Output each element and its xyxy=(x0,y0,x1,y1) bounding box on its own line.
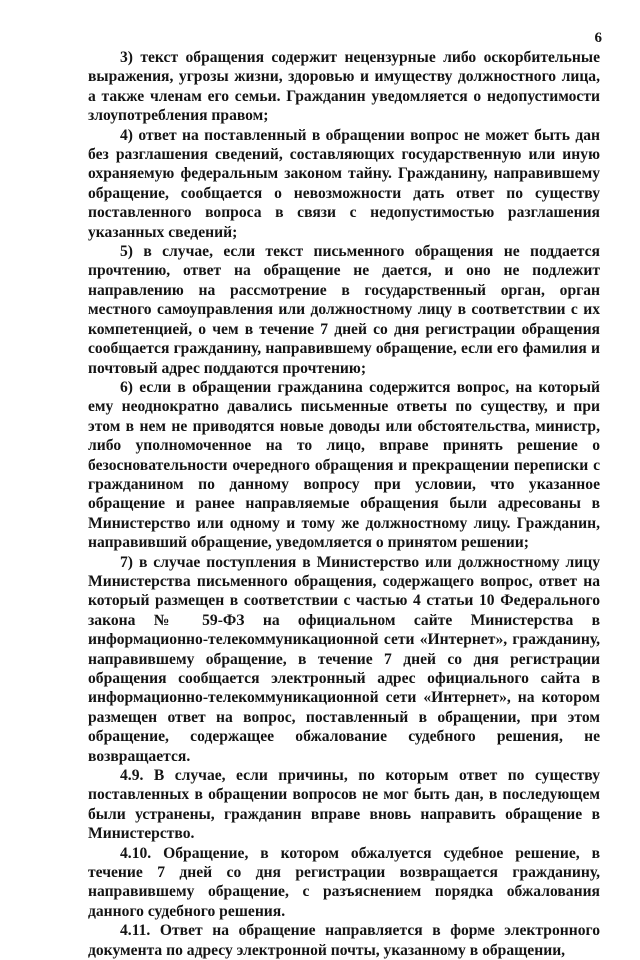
paragraph-item-6: 6) если в обращении гражданина содержится вопрос, на который ему неоднократно давались письменные ответы по существу, и при этом в нем не приводятся новые доводы или обстоятельства, министр, либо уполномоченное на то лицо, вправе принять решение о безосновательности очередного обращения и прекращении переписки с гражданином по данному вопросу при условии, что указанное обращение и ранее направляемые обращения были адресованы в Министерство или одному и тому же должностному лицу. Гражданин, направивший обращение, уведомляется о принятом решении; xyxy=(88,378,600,552)
paragraph-item-5: 5) в случае, если текст письменного обращения не поддается прочтению, ответ на обращение не дается, и оно не подлежит направлению на рассмотрение в государственный орган, орган местного самоуправления или должностному лицу в соответствии с их компетенцией, о чем в течение 7 дней со дня регистрации обращения сообщается гражданину, направившему обращение, если его фамилия и почтовый адрес поддаются прочтению; xyxy=(88,243,600,377)
paragraph-item-7: 7) в случае поступления в Министерство или должностному лицу Министерства письменного обращения, содержащего вопрос, ответ на который размещен в соответствии с частью 4 статьи 10 Федерального закона № 59-ФЗ на официальном сайте Министерства в информационно-телекоммуникационной сети «Интернет», гражданину, направившему обращение, в течение 7 дней со дня регистрации обращения сообщается электронный адрес официального сайта в информационно-телекоммуникационной сети «Интернет», на котором размещен ответ на вопрос, поставленный в обращении, при этом обращение, содержащее обжалование судебного решения, не возвращается. xyxy=(88,553,600,765)
paragraph-item-3: 3) текст обращения содержит нецензурные либо оскорбительные выражения, угрозы жизни, здоровью и имуществу должностного лица, а также членам его семьи. Гражданин уведомляется о недопустимости злоупотребления правом; xyxy=(88,49,600,125)
document-body xyxy=(88,48,600,960)
paragraph-4-10: 4.10. Обращение, в котором обжалуется судебное решение, в течение 7 дней со дня регистрации возвращается гражданину, направившему обращение, с разъяснением порядка обжалования данного судебного решения. xyxy=(88,844,600,920)
paragraph-item-4: 4) ответ на поставленный в обращении вопрос не может быть дан без разглашения сведений, составляющих государственную или иную охраняемую федеральным законом тайну. Гражданину, направившему обращение, сообщается о невозможности дать ответ по существу поставленного вопроса в связи с недопустимостью разглашения указанных сведений; xyxy=(88,126,600,241)
page-number: 6 xyxy=(594,30,602,46)
paragraph-4-11: 4.11. Ответ на обращение направляется в форме электронного документа по адресу электронной почты, указанному в обращении, xyxy=(88,922,600,959)
paragraph-4-9: 4.9. В случае, если причины, по которым ответ по существу поставленных в обращении вопросов не мог быть дан, в последующем были устранены, гражданин вправе вновь направить обращение в Министерство. xyxy=(88,767,600,843)
